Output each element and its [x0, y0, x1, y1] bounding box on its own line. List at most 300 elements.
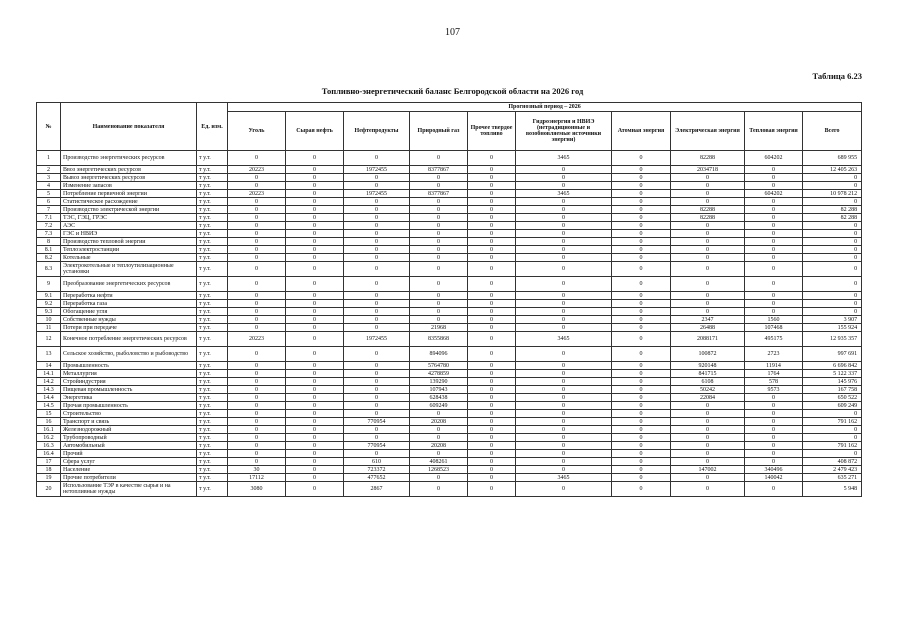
- row-unit: т у.т.: [197, 166, 228, 174]
- row-value: 0: [468, 254, 516, 262]
- row-unit: т у.т.: [197, 230, 228, 238]
- row-value: 3080: [228, 482, 286, 497]
- row-value: 0: [410, 174, 468, 182]
- row-number: 14.2: [37, 378, 61, 386]
- row-value: 26488: [671, 324, 745, 332]
- row-value: 0: [228, 238, 286, 246]
- row-value: 0: [745, 222, 803, 230]
- row-value: 17112: [228, 474, 286, 482]
- row-number: 16.3: [37, 442, 61, 450]
- table-row: [37, 332, 862, 347]
- row-unit: т у.т.: [197, 402, 228, 410]
- row-name: Производство энергетических ресурсов: [61, 151, 197, 166]
- row-value: 920148: [671, 362, 745, 370]
- row-value: 0: [286, 300, 344, 308]
- row-value: 0: [286, 214, 344, 222]
- row-name: Прочая промышленность: [61, 402, 197, 410]
- row-value: 0: [745, 166, 803, 174]
- table-row: [37, 458, 862, 466]
- row-value: 0: [671, 308, 745, 316]
- row-value: 0: [228, 316, 286, 324]
- row-value: 20208: [410, 442, 468, 450]
- row-value: 0: [228, 362, 286, 370]
- row-value: 0: [286, 166, 344, 174]
- row-value: 0: [516, 426, 612, 434]
- row-number: 7.1: [37, 214, 61, 222]
- row-value: 0: [745, 292, 803, 300]
- row-value: 0: [612, 426, 671, 434]
- row-value: 0: [612, 418, 671, 426]
- row-value: 8355868: [410, 332, 468, 347]
- row-value: 0: [286, 174, 344, 182]
- row-value: 0: [410, 482, 468, 497]
- row-name: Население: [61, 466, 197, 474]
- row-value: 0: [612, 308, 671, 316]
- row-value: 0: [228, 292, 286, 300]
- row-value: 3465: [516, 190, 612, 198]
- row-unit: т у.т.: [197, 347, 228, 362]
- row-value: 0: [612, 394, 671, 402]
- row-value: 0: [671, 262, 745, 277]
- row-value: 0: [612, 370, 671, 378]
- row-value: 0: [516, 370, 612, 378]
- row-value: 0: [468, 450, 516, 458]
- row-total: 689 955: [803, 151, 862, 166]
- row-value: 0: [612, 254, 671, 262]
- row-value: 0: [286, 238, 344, 246]
- row-unit: т у.т.: [197, 238, 228, 246]
- row-value: 0: [671, 482, 745, 497]
- row-value: 0: [612, 292, 671, 300]
- table-row: [37, 394, 862, 402]
- row-value: 0: [745, 442, 803, 450]
- table-row: [37, 151, 862, 166]
- row-value: 1972455: [344, 166, 410, 174]
- row-total: 408 872: [803, 458, 862, 466]
- row-number: 4: [37, 182, 61, 190]
- row-value: 140042: [745, 474, 803, 482]
- row-value: 0: [286, 426, 344, 434]
- table-row: [37, 378, 862, 386]
- row-unit: т у.т.: [197, 332, 228, 347]
- row-value: 0: [410, 426, 468, 434]
- row-total: 167 758: [803, 386, 862, 394]
- row-value: 11914: [745, 362, 803, 370]
- row-value: 0: [410, 206, 468, 214]
- row-total: 791 162: [803, 418, 862, 426]
- row-value: 0: [410, 434, 468, 442]
- row-value: 20223: [228, 332, 286, 347]
- row-value: 0: [344, 254, 410, 262]
- row-number: 10: [37, 316, 61, 324]
- row-value: 0: [286, 434, 344, 442]
- row-name: Сфера услуг: [61, 458, 197, 466]
- col-header-natural-gas: Природный газ: [410, 112, 468, 151]
- row-value: 0: [745, 230, 803, 238]
- row-name: Преобразование энергетических ресурсов: [61, 277, 197, 292]
- row-value: 0: [344, 362, 410, 370]
- row-value: 0: [286, 230, 344, 238]
- row-value: 0: [410, 151, 468, 166]
- row-number: 6: [37, 198, 61, 206]
- row-value: 0: [745, 246, 803, 254]
- row-value: 0: [516, 308, 612, 316]
- row-value: 0: [468, 418, 516, 426]
- row-number: 14.3: [37, 386, 61, 394]
- row-name: Сельское хозяйство, рыболовство и рыбоводство: [61, 347, 197, 362]
- row-value: 0: [516, 347, 612, 362]
- row-value: 0: [516, 402, 612, 410]
- row-value: 0: [228, 182, 286, 190]
- col-header-other-solid-fuel: Прочее твердое топливо: [468, 112, 516, 151]
- row-value: 0: [344, 378, 410, 386]
- row-value: 0: [468, 410, 516, 418]
- row-value: 2034718: [671, 166, 745, 174]
- col-header-electric: Электрическая энергия: [671, 112, 745, 151]
- row-value: 0: [671, 474, 745, 482]
- row-value: 3465: [516, 332, 612, 347]
- row-value: 0: [468, 426, 516, 434]
- col-header-crude-oil: Сырая нефть: [286, 112, 344, 151]
- table-row: [37, 292, 862, 300]
- row-value: 0: [344, 300, 410, 308]
- row-value: 1972455: [344, 190, 410, 198]
- row-value: 0: [612, 198, 671, 206]
- table-row: [37, 277, 862, 292]
- row-total: 5 948: [803, 482, 862, 497]
- row-value: 0: [468, 370, 516, 378]
- row-value: 0: [612, 450, 671, 458]
- row-total: 0: [803, 300, 862, 308]
- row-name: Котельные: [61, 254, 197, 262]
- col-header-group: Прогнозный период – 2026: [228, 103, 862, 112]
- row-unit: т у.т.: [197, 474, 228, 482]
- row-total: 12 405 263: [803, 166, 862, 174]
- row-name: Потери при передаче: [61, 324, 197, 332]
- row-value: 0: [228, 410, 286, 418]
- row-unit: т у.т.: [197, 206, 228, 214]
- row-total: 0: [803, 410, 862, 418]
- row-unit: т у.т.: [197, 277, 228, 292]
- row-value: 0: [745, 277, 803, 292]
- col-header-oil-products: Нефтепродукты: [344, 112, 410, 151]
- row-value: 0: [286, 254, 344, 262]
- row-value: 0: [410, 214, 468, 222]
- row-value: 0: [612, 332, 671, 347]
- row-unit: т у.т.: [197, 394, 228, 402]
- col-header-hydro-renewables: Гидроэнергия и НВИЭ (нетрадиционные и возобновляемые источники энергии): [516, 112, 612, 151]
- row-value: 0: [468, 332, 516, 347]
- row-value: 0: [410, 246, 468, 254]
- row-value: 0: [671, 410, 745, 418]
- row-value: 0: [468, 442, 516, 450]
- row-unit: т у.т.: [197, 370, 228, 378]
- row-total: 155 924: [803, 324, 862, 332]
- table-row: [37, 434, 862, 442]
- row-unit: т у.т.: [197, 182, 228, 190]
- row-value: 0: [745, 394, 803, 402]
- row-value: 0: [410, 230, 468, 238]
- row-value: 0: [344, 410, 410, 418]
- row-value: 0: [286, 466, 344, 474]
- row-unit: т у.т.: [197, 151, 228, 166]
- table-row: [37, 426, 862, 434]
- row-number: 7: [37, 206, 61, 214]
- row-total: 0: [803, 292, 862, 300]
- row-value: 0: [286, 206, 344, 214]
- row-value: 0: [468, 434, 516, 442]
- row-value: 0: [612, 458, 671, 466]
- row-value: 477652: [344, 474, 410, 482]
- row-value: 0: [516, 182, 612, 190]
- row-value: 841715: [671, 370, 745, 378]
- row-total: 0: [803, 308, 862, 316]
- row-value: 0: [516, 277, 612, 292]
- row-value: 0: [468, 262, 516, 277]
- page-number: 107: [445, 27, 460, 38]
- row-value: 0: [286, 482, 344, 497]
- row-value: 5764780: [410, 362, 468, 370]
- row-value: 0: [745, 402, 803, 410]
- row-total: 0: [803, 277, 862, 292]
- row-value: 0: [228, 324, 286, 332]
- row-value: 0: [228, 254, 286, 262]
- row-unit: т у.т.: [197, 386, 228, 394]
- row-value: 0: [228, 386, 286, 394]
- row-value: 0: [410, 316, 468, 324]
- row-value: 0: [671, 292, 745, 300]
- row-value: 0: [671, 450, 745, 458]
- row-value: 0: [612, 151, 671, 166]
- row-value: 0: [410, 222, 468, 230]
- row-value: 1764: [745, 370, 803, 378]
- row-value: 604202: [745, 190, 803, 198]
- table-row: [37, 182, 862, 190]
- row-value: 0: [344, 370, 410, 378]
- row-value: 50242: [671, 386, 745, 394]
- row-total: 3 907: [803, 316, 862, 324]
- row-value: 0: [228, 394, 286, 402]
- row-total: 82 288: [803, 214, 862, 222]
- row-value: 0: [410, 277, 468, 292]
- row-value: 0: [671, 198, 745, 206]
- table-row: [37, 254, 862, 262]
- row-value: 0: [516, 198, 612, 206]
- row-value: 0: [410, 262, 468, 277]
- row-value: 0: [671, 222, 745, 230]
- table-row: [37, 347, 862, 362]
- row-value: 0: [344, 292, 410, 300]
- row-unit: т у.т.: [197, 198, 228, 206]
- row-value: 578: [745, 378, 803, 386]
- row-unit: т у.т.: [197, 214, 228, 222]
- row-value: 0: [468, 182, 516, 190]
- row-value: 0: [745, 182, 803, 190]
- row-value: 21968: [410, 324, 468, 332]
- col-header-unit: Ед. изм.: [197, 103, 228, 151]
- row-value: 0: [612, 262, 671, 277]
- row-name: Строительство: [61, 410, 197, 418]
- row-number: 16: [37, 418, 61, 426]
- row-value: 0: [228, 458, 286, 466]
- col-header-total: Всего: [803, 112, 862, 151]
- row-value: 139290: [410, 378, 468, 386]
- row-value: 0: [286, 410, 344, 418]
- row-number: 14: [37, 362, 61, 370]
- row-value: 20223: [228, 190, 286, 198]
- row-value: 0: [612, 324, 671, 332]
- row-value: 0: [671, 254, 745, 262]
- row-unit: т у.т.: [197, 222, 228, 230]
- row-total: 0: [803, 174, 862, 182]
- row-value: 0: [612, 386, 671, 394]
- row-value: 0: [344, 450, 410, 458]
- row-value: 0: [228, 174, 286, 182]
- table-row: [37, 246, 862, 254]
- row-unit: т у.т.: [197, 442, 228, 450]
- row-value: 0: [344, 434, 410, 442]
- table-row: [37, 300, 862, 308]
- row-value: 0: [468, 362, 516, 370]
- row-value: 0: [468, 174, 516, 182]
- row-total: 997 691: [803, 347, 862, 362]
- row-name: Металлургия: [61, 370, 197, 378]
- row-total: 791 162: [803, 442, 862, 450]
- row-name: Транспорт и связь: [61, 418, 197, 426]
- row-value: 628438: [410, 394, 468, 402]
- row-value: 0: [612, 230, 671, 238]
- row-value: 0: [468, 214, 516, 222]
- row-value: 0: [612, 182, 671, 190]
- row-name: Прочий: [61, 450, 197, 458]
- row-total: 82 288: [803, 206, 862, 214]
- row-value: 0: [286, 277, 344, 292]
- row-value: 0: [671, 402, 745, 410]
- row-value: 0: [286, 324, 344, 332]
- row-value: 0: [612, 166, 671, 174]
- row-value: 82288: [671, 206, 745, 214]
- row-value: 0: [228, 206, 286, 214]
- row-value: 0: [468, 190, 516, 198]
- row-value: 0: [516, 458, 612, 466]
- row-value: 0: [516, 292, 612, 300]
- row-total: 635 271: [803, 474, 862, 482]
- row-value: 0: [468, 206, 516, 214]
- row-value: 8377867: [410, 190, 468, 198]
- row-value: 408261: [410, 458, 468, 466]
- row-value: 100872: [671, 347, 745, 362]
- row-value: 0: [228, 214, 286, 222]
- row-value: 0: [671, 238, 745, 246]
- row-value: 2867: [344, 482, 410, 497]
- row-value: 0: [286, 222, 344, 230]
- table-row: [37, 402, 862, 410]
- row-value: 0: [671, 246, 745, 254]
- row-value: 30: [228, 466, 286, 474]
- row-value: 0: [516, 386, 612, 394]
- row-value: 0: [228, 426, 286, 434]
- row-value: 0: [286, 262, 344, 277]
- row-name: Изменение запасов: [61, 182, 197, 190]
- row-number: 8.1: [37, 246, 61, 254]
- table-row: [37, 214, 862, 222]
- table-row: [37, 230, 862, 238]
- row-total: 2 479 423: [803, 466, 862, 474]
- row-value: 0: [468, 466, 516, 474]
- row-name: Обогащение угля: [61, 308, 197, 316]
- row-value: 0: [344, 246, 410, 254]
- energy-balance-table: [36, 102, 862, 497]
- row-value: 0: [516, 238, 612, 246]
- row-value: 0: [612, 246, 671, 254]
- row-value: 0: [468, 238, 516, 246]
- row-value: 0: [516, 300, 612, 308]
- row-value: 0: [344, 426, 410, 434]
- row-unit: т у.т.: [197, 458, 228, 466]
- row-value: 0: [286, 394, 344, 402]
- row-value: 0: [228, 230, 286, 238]
- row-value: 0: [745, 482, 803, 497]
- row-value: 0: [286, 316, 344, 324]
- row-value: 2088171: [671, 332, 745, 347]
- row-value: 0: [468, 386, 516, 394]
- row-value: 0: [612, 402, 671, 410]
- table-row: [37, 442, 862, 450]
- row-total: 0: [803, 254, 862, 262]
- row-number: 14.4: [37, 394, 61, 402]
- row-total: 0: [803, 262, 862, 277]
- row-value: 0: [671, 458, 745, 466]
- row-unit: т у.т.: [197, 410, 228, 418]
- table-row: [37, 206, 862, 214]
- row-number: 9.3: [37, 308, 61, 316]
- row-value: 0: [344, 151, 410, 166]
- row-value: 0: [516, 206, 612, 214]
- row-value: 0: [612, 378, 671, 386]
- row-value: 4278859: [410, 370, 468, 378]
- row-value: 0: [516, 246, 612, 254]
- row-value: 0: [468, 300, 516, 308]
- row-value: 0: [516, 394, 612, 402]
- row-value: 0: [228, 347, 286, 362]
- row-unit: т у.т.: [197, 292, 228, 300]
- row-value: 0: [671, 230, 745, 238]
- row-unit: т у.т.: [197, 434, 228, 442]
- row-value: 0: [745, 174, 803, 182]
- row-value: 0: [612, 316, 671, 324]
- row-total: 0: [803, 222, 862, 230]
- row-value: 0: [516, 262, 612, 277]
- row-value: 0: [410, 198, 468, 206]
- row-value: 0: [745, 206, 803, 214]
- row-number: 3: [37, 174, 61, 182]
- row-unit: т у.т.: [197, 246, 228, 254]
- table-label: Таблица 6.23: [812, 71, 862, 81]
- row-number: 14.5: [37, 402, 61, 410]
- row-value: 0: [468, 277, 516, 292]
- row-value: 0: [516, 434, 612, 442]
- table-row: [37, 482, 862, 497]
- row-number: 16.4: [37, 450, 61, 458]
- row-number: 20: [37, 482, 61, 497]
- row-number: 8.2: [37, 254, 61, 262]
- row-value: 0: [468, 292, 516, 300]
- row-name: Переработка нефти: [61, 292, 197, 300]
- table-row: [37, 190, 862, 198]
- page-title: Топливно-энергетический баланс Белгородской области на 2026 год: [321, 86, 584, 96]
- row-value: 0: [286, 246, 344, 254]
- row-value: 20208: [410, 418, 468, 426]
